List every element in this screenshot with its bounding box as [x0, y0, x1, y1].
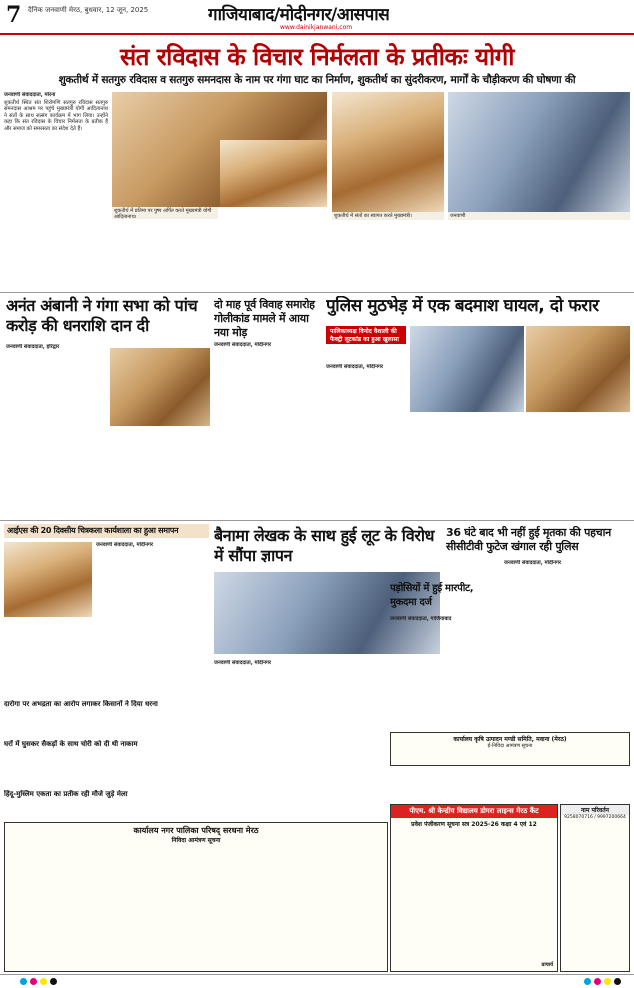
lead-photo-far-right — [448, 92, 630, 212]
lead-photo3-caption: जनवाणी — [448, 212, 630, 220]
classified-column — [560, 804, 630, 972]
divider — [0, 520, 634, 521]
section-title: गाजियाबाद/मोदीनगर/आसपास — [208, 5, 390, 25]
black-registration-dot — [50, 978, 57, 985]
page-footer — [0, 974, 634, 988]
court-byline: जनवाणी संवाददाता, मोदीनगर — [214, 342, 271, 348]
lekhpal-byline: जनवाणी संवाददाता, मोदीनगर — [214, 660, 271, 666]
website-link[interactable]: www.dainikjanwani.com — [280, 24, 353, 31]
lead-photo1-caption: शुकतीर्थ में प्रतिमा पर पुष्प अर्पित करते मुख्यमंत्री योगी आदित्यनाथ। — [112, 207, 218, 219]
kv-admission-ad — [390, 804, 558, 972]
mandi-notice-ad — [390, 732, 630, 766]
ambani-photo — [110, 348, 210, 426]
iaas-sub2: घरों में घुसकर सैकड़ों के साथ चोरी को दी थी नाकाम — [4, 740, 138, 748]
lead-body-intro: शुकतीर्थ स्थित संत शिरोमणि सतगुरु रविदास सतगुरु समनदास आश्रम पर पहुंचे मुख्यमंत्री योगी आदित्यनाथ ने संतों के साथ सत्संग कार्यक्रम में भाग लिया। उन्होंने कहा कि संत रविदास के विचार निर्मलता के प्रतीक हैं और समाज को समरसता का संदेश देते हैं। — [4, 99, 108, 132]
kv-ad-title: पीएम. श्री केन्द्रीय विद्यालय डोगरा लाइन्स मेरठ कैंट — [391, 805, 557, 818]
encounter-byline: जनवाणी संवाददाता, मोदीनगर — [326, 364, 383, 370]
mandi-notice-sub: ई-निविदा आमंत्रण सूचना — [487, 743, 533, 749]
iaas-byline: जनवाणी संवाददाता, मोदीनगर — [96, 542, 153, 548]
cctv-byline: जनवाणी संवाददाता, मोदीनगर — [504, 560, 561, 566]
cyan-registration-dot — [584, 978, 591, 985]
lead-photo-inset — [220, 140, 327, 207]
divider — [0, 292, 634, 293]
marpeet-headline: पड़ोसियों में हुई मारपीट, मुकदमा दर्ज — [390, 583, 474, 608]
classified-phone: 9258070716 / 9997200664 — [564, 815, 626, 820]
marpeet-byline: जनवाणी संवाददाता, गाजियाबाद — [390, 616, 452, 622]
kv-ad-sub: प्रवेश पंजीकरण सूचना सत्र 2025-26 कक्षा 4 एवं 12 — [411, 821, 537, 828]
lekhpal-headline: बैनामा लेखक के साथ हुई लूट के विरोध में सौंपा ज्ञापन — [214, 526, 435, 565]
encounter-photo-2 — [526, 326, 630, 412]
yellow-registration-dot — [40, 978, 47, 985]
paper-meta: दैनिक जनवाणी मेरठ, बुधवार, 12 जून, 2025 — [28, 6, 149, 14]
iaas-sub1: दारोगा पर अभद्रता का आरोप लगाकर किसानों ने दिया धरना — [4, 700, 158, 708]
magenta-registration-dot — [594, 978, 601, 985]
lead-byline: जनवाणी संवाददाता, मोरना — [4, 92, 56, 98]
encounter-kicker: पालिकाध्यक्ष विनोद वैशाली की फैक्ट्री लूटकांड का हुआ खुलासा — [326, 326, 406, 344]
top-rule — [0, 33, 634, 35]
municipal-ad-sub: निविदा आमंत्रण सूचना — [171, 837, 221, 844]
municipal-tender-ad — [4, 822, 388, 972]
lead-photo2-caption: शुकतीर्थ में संतों का स्वागत करते मुख्यमंत्री। — [332, 212, 444, 220]
mandi-notice-title: कार्यालय कृषि उत्पादन मण्डी समिति, मवाना (मेरठ) — [453, 736, 567, 743]
iaas-photo — [4, 542, 92, 617]
classified-title: नाम परिवर्तन — [561, 805, 629, 815]
black-registration-dot — [614, 978, 621, 985]
iaas-headline-bar — [4, 524, 209, 538]
lead-headline: संत रविदास के विचार निर्मलता के प्रतीकः योगी — [120, 43, 514, 71]
ambani-headline: अनंत अंबानी ने गंगा सभा को पांच करोड़ की धनराशि दान दी — [6, 296, 198, 335]
encounter-photo — [410, 326, 524, 412]
cyan-registration-dot — [20, 978, 27, 985]
lead-subhead: शुकतीर्थ में सतगुरु रविदास व सतगुरु समनदास के नाम पर गंगा घाट का निर्माण, शुकतीर्थ का सुंदरीकरण, मार्गों के चौड़ीकरण की घोषणा की — [58, 74, 576, 86]
yellow-registration-dot — [604, 978, 611, 985]
cctv-headline: 36 घंटे बाद भी नहीं हुई मृतका की पहचान सीसीटीवी फुटेज खंगाल रही पुलिस — [446, 526, 611, 553]
lead-body-column — [4, 92, 108, 272]
court-headline: दो माह पूर्व विवाह समारोह गोलीकांड मामले में आया नया मोड़ — [214, 298, 315, 339]
magenta-registration-dot — [30, 978, 37, 985]
municipal-ad-title: कार्यालय नगर पालिका परिषद् सरधना मेरठ — [133, 826, 259, 835]
ambani-byline: जनवाणी संवाददाता, हरिद्वार — [6, 344, 60, 350]
iaas-headline: आईएस की 20 दिवसीय चित्रकला कार्यशाला का हुआ समापन — [7, 526, 179, 535]
page-number: 7 — [6, 2, 22, 28]
iaas-sub3: हिंदू-मुस्लिम एकता का प्रतीक रही मौजे जुड़े मेला — [4, 790, 128, 798]
kv-ad-footer: प्राचार्य — [541, 962, 553, 968]
encounter-kicker-box — [326, 326, 406, 360]
encounter-headline: पुलिस मुठभेड़ में एक बदमाश घायल, दो फरार — [326, 296, 599, 316]
lead-photo-right — [332, 92, 444, 212]
